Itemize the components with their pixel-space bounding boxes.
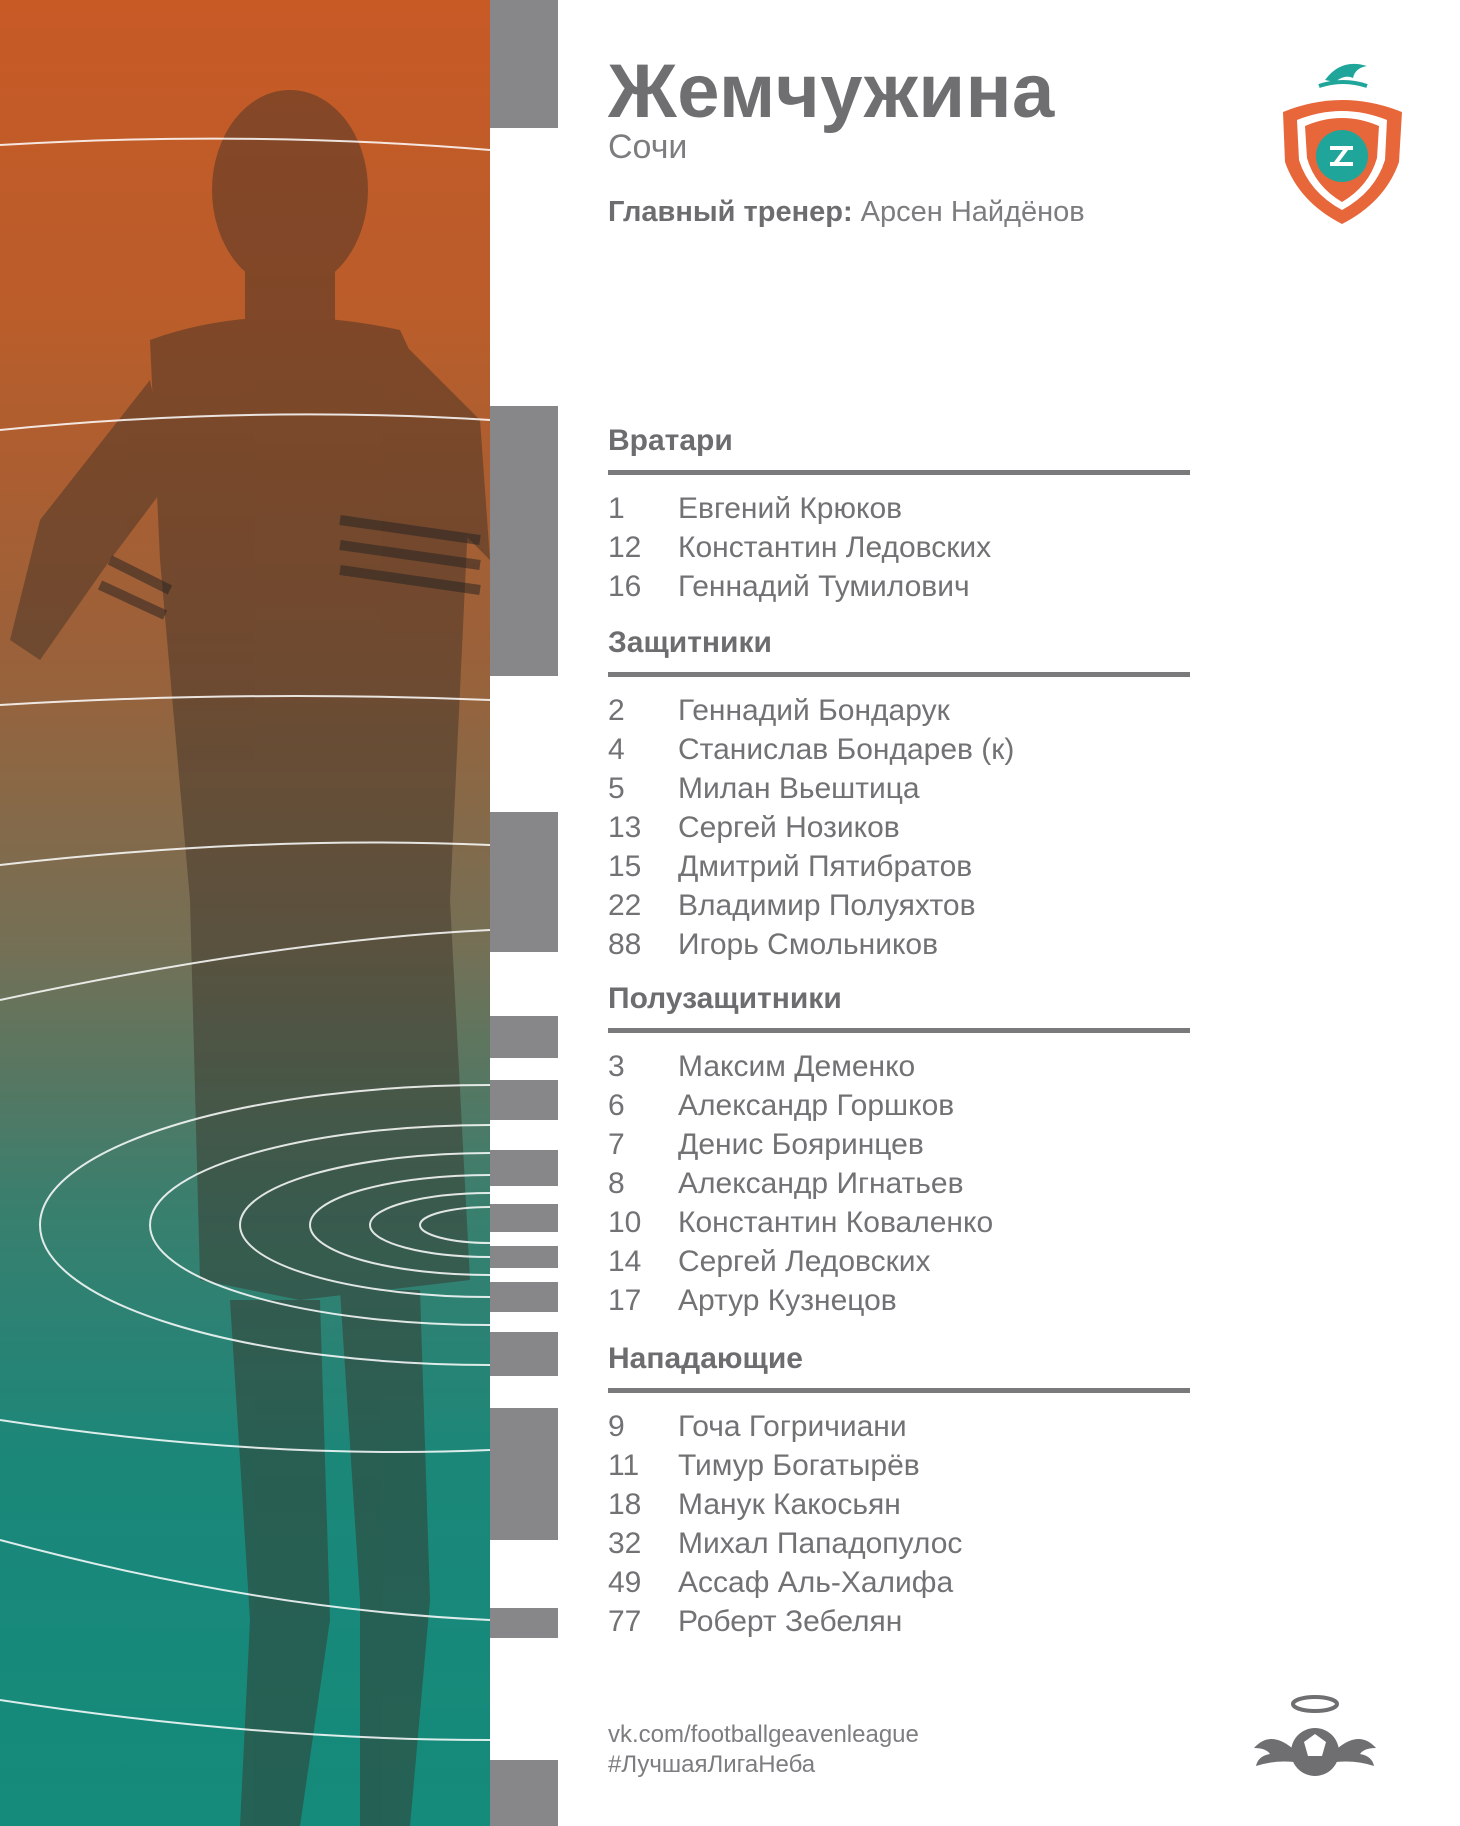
list-item: 18 Манук Какосьян [608,1488,901,1521]
list-item: 5 Милан Вьештица [608,772,920,805]
list-item: 6 Александр Горшков [608,1089,955,1122]
section-title: Защитники [608,626,1190,677]
list-item: 1 Евгений Крюков [608,492,903,525]
section-defenders [608,626,1190,964]
section-title: Полузащитники [608,982,1190,1033]
list-item: 14 Сергей Ледовских [608,1245,931,1278]
list-item: 22 Владимир Полуяхтов [608,889,976,922]
list-item: 10 Константин Коваленко [608,1206,994,1239]
list-item: 9 Гоча Гогричиани [608,1410,907,1443]
list-item: 7 Денис Бояринцев [608,1128,924,1161]
list-item: 8 Александр Игнатьев [608,1167,964,1200]
list-item: 12 Константин Ледовских [608,531,992,564]
list-item: 17 Артур Кузнецов [608,1284,897,1317]
list-item: 49 Ассаф Аль-Халифа [608,1566,954,1599]
footer [608,1720,919,1780]
coach-photo-illustration [0,0,490,1826]
list-item: 4 Станислав Бондарев (к) [608,733,1015,766]
list-item: 88 Игорь Смольников [608,928,939,961]
vk-link[interactable]: vk.com/footballgeavenleague [608,1721,919,1748]
section-title: Нападающие [608,1342,1190,1393]
list-item: 16 Геннадий Тумилович [608,570,970,603]
section-title: Вратари [608,424,1190,475]
hashtag: #ЛучшаяЛигаНеба [608,1751,816,1778]
list-item: 32 Михал Пападопулос [608,1527,963,1560]
club-city: Сочи [608,128,688,166]
head-coach-label: Главный тренер: [608,196,853,228]
club-name: Жемчужина [608,49,1055,134]
section-forwards [608,1342,1190,1641]
section-goalkeepers [608,424,1190,606]
coach-photo [0,0,490,1826]
list-item: 13 Сергей Нозиков [608,811,900,844]
list-item: 3 Максим Деменко [608,1050,916,1083]
list-item: 77 Роберт Зебелян [608,1605,903,1638]
list-item: 2 Геннадий Бондарук [608,694,950,727]
list-item: 15 Дмитрий Пятибратов [608,850,973,883]
section-midfielders [608,982,1190,1320]
list-item: 11 Тимур Богатырёв [608,1449,920,1482]
winged-ball-halo-icon [1250,1690,1380,1790]
dolphin-crest-icon [1275,52,1410,227]
striped-divider [490,0,558,1826]
head-coach-name: Арсен Найдёнов [860,196,1085,228]
head-coach [608,196,1085,229]
